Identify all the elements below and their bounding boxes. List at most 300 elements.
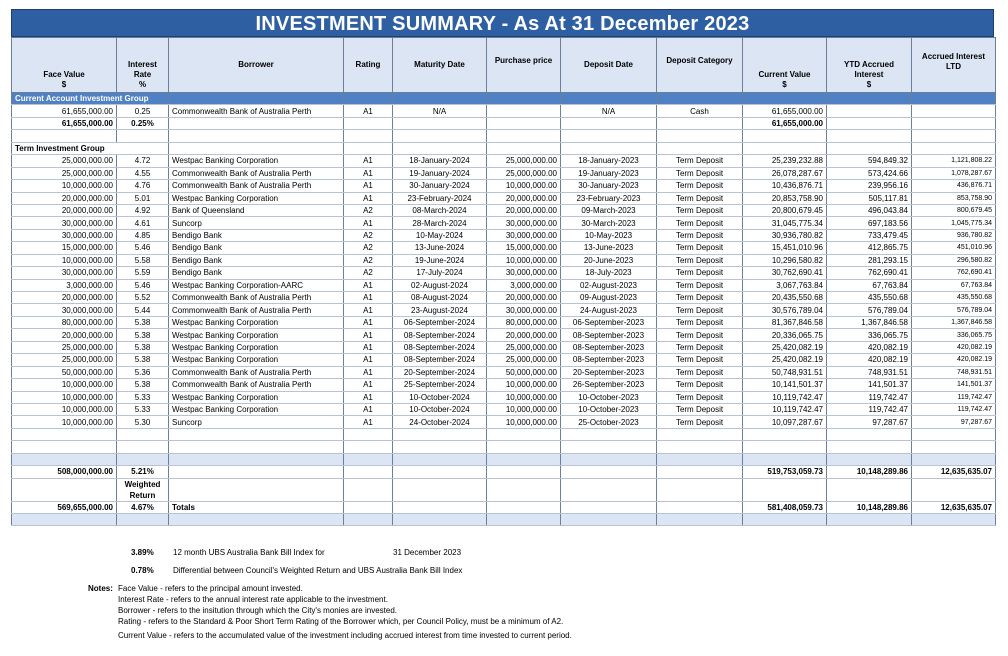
cell-rate: 5.38 [117, 354, 169, 366]
cell-face: 10,000,000.00 [12, 180, 117, 192]
term-investment-row [12, 354, 996, 366]
subtotal-rate: 0.25% [117, 117, 169, 129]
cell-maturity: 02-August-2024 [393, 279, 487, 291]
cell-ytd: 281,293.15 [827, 254, 912, 266]
cell-deposit: 20-June-2023 [561, 254, 657, 266]
term-investment-row [12, 192, 996, 204]
cell-face: 3,000,000.00 [12, 279, 117, 291]
cell-borrower: Westpac Banking Corporation-AARC [169, 279, 344, 291]
cell-rate: 5.01 [117, 192, 169, 204]
cell-ytd [827, 105, 912, 117]
cell-face: 30,000,000.00 [12, 229, 117, 241]
totals-face: 569,655,000.00 [12, 501, 117, 513]
term-subtotal-current: 519,753,059.73 [743, 466, 827, 478]
cell-face: 20,000,000.00 [12, 204, 117, 216]
cell-purchase: 10,000,000.00 [487, 403, 561, 415]
cell-ltd: 1,121,808.22 [912, 155, 996, 167]
cell-borrower: Commonwealth Bank of Australia Perth [169, 180, 344, 192]
cell-deposit: N/A [561, 105, 657, 117]
cell-borrower: Commonwealth Bank of Australia Perth [169, 366, 344, 378]
cell-purchase: 25,000,000.00 [487, 155, 561, 167]
cell-category: Term Deposit [657, 229, 743, 241]
term-investment-row [12, 316, 996, 328]
cell-maturity: 10-October-2024 [393, 391, 487, 403]
cell-maturity: 06-September-2024 [393, 316, 487, 328]
term-investment-row [12, 391, 996, 403]
cell-rate: 5.38 [117, 329, 169, 341]
cell-rate: 0.25 [117, 105, 169, 117]
cell-deposit: 20-September-2023 [561, 366, 657, 378]
cell-rate: 4.72 [117, 155, 169, 167]
cell-current: 30,936,780.82 [743, 229, 827, 241]
bill-index-value: 3.89% [131, 548, 154, 557]
cell-ltd: 67,763.84 [912, 279, 996, 291]
cell-face: 10,000,000.00 [12, 403, 117, 415]
cell-borrower: Westpac Banking Corporation [169, 155, 344, 167]
cell-ytd: 733,479.45 [827, 229, 912, 241]
cell-maturity: 10-October-2024 [393, 403, 487, 415]
cell-category: Term Deposit [657, 204, 743, 216]
cell-ytd: 505,117.81 [827, 192, 912, 204]
cell-face: 20,000,000.00 [12, 192, 117, 204]
subtotal-current: 61,655,000.00 [743, 117, 827, 129]
cell-purchase: 10,000,000.00 [487, 254, 561, 266]
cell-rating: A1 [344, 391, 393, 403]
spacer-row [12, 441, 996, 453]
cell-current: 20,800,679.45 [743, 204, 827, 216]
totals-rate: 4.67% [117, 501, 169, 513]
cell-purchase: 10,000,000.00 [487, 391, 561, 403]
cell-borrower: Westpac Banking Corporation [169, 192, 344, 204]
cell-category: Term Deposit [657, 267, 743, 279]
spacer-row [12, 130, 996, 142]
cell-rating: A1 [344, 316, 393, 328]
note-line: Interest Rate - refers to the annual interest rate applicable to the investment. [118, 595, 388, 604]
cell-ytd: 697,183.56 [827, 217, 912, 229]
cell-ltd: 748,931.51 [912, 366, 996, 378]
cell-ltd: 119,742.47 [912, 403, 996, 415]
cell-category: Term Deposit [657, 416, 743, 428]
cell-current: 10,119,742.47 [743, 391, 827, 403]
header-row [12, 38, 996, 93]
cell-borrower: Commonwealth Bank of Australia Perth [169, 167, 344, 179]
cell-face: 61,655,000.00 [12, 105, 117, 117]
cell-borrower: Westpac Banking Corporation [169, 341, 344, 353]
term-investment-row [12, 167, 996, 179]
cell-borrower: Bendigo Bank [169, 229, 344, 241]
cell-rating: A1 [344, 217, 393, 229]
cell-borrower: Suncorp [169, 217, 344, 229]
cell-purchase: 80,000,000.00 [487, 316, 561, 328]
cell-borrower: Bendigo Bank [169, 267, 344, 279]
cell-maturity: 18-January-2024 [393, 155, 487, 167]
cell-category: Term Deposit [657, 403, 743, 415]
cell-face: 20,000,000.00 [12, 329, 117, 341]
header-borrower: Borrower [169, 38, 344, 93]
cell-rating: A1 [344, 379, 393, 391]
cell-rate: 4.85 [117, 229, 169, 241]
cell-rate: 5.52 [117, 292, 169, 304]
note-line: Rating - refers to the Standard & Poor Short Term Rating of the Borrower which, per Council Policy, must be a minimum of A2. [118, 617, 564, 626]
cell-rate: 5.44 [117, 304, 169, 316]
cell-rate: 5.36 [117, 366, 169, 378]
cell-purchase: 25,000,000.00 [487, 167, 561, 179]
cell-current: 31,045,775.34 [743, 217, 827, 229]
spacer-row [12, 428, 996, 440]
cell-ytd: 336,065.75 [827, 329, 912, 341]
cell-rating: A1 [344, 329, 393, 341]
term-subtotal-ytd: 10,148,289.86 [827, 466, 912, 478]
cell-ytd: 119,742.47 [827, 391, 912, 403]
cell-category: Term Deposit [657, 354, 743, 366]
cell-purchase: 10,000,000.00 [487, 379, 561, 391]
cell-category: Term Deposit [657, 217, 743, 229]
cell-ytd: 67,763.84 [827, 279, 912, 291]
cell-rate: 5.38 [117, 379, 169, 391]
cell-deposit: 02-August-2023 [561, 279, 657, 291]
term-subtotal-rate: 5.21% [117, 466, 169, 478]
cell-rating: A1 [344, 192, 393, 204]
cell-current: 10,296,580.82 [743, 254, 827, 266]
cell-rating: A2 [344, 267, 393, 279]
cell-borrower: Commonwealth Bank of Australia Perth [169, 304, 344, 316]
cell-borrower: Commonwealth Bank of Australia Perth [169, 292, 344, 304]
cell-deposit: 30-March-2023 [561, 217, 657, 229]
term-investment-row [12, 267, 996, 279]
spacer-row [12, 453, 996, 465]
cell-deposit: 06-September-2023 [561, 316, 657, 328]
header-face-value: Face Value $ [12, 38, 117, 93]
cell-purchase: 30,000,000.00 [487, 217, 561, 229]
cell-rate: 5.58 [117, 254, 169, 266]
term-investment-row [12, 279, 996, 291]
cell-category: Term Deposit [657, 155, 743, 167]
current-account-row [12, 105, 996, 117]
cell-current: 20,435,550.68 [743, 292, 827, 304]
totals-ltd: 12,635,635.07 [912, 501, 996, 513]
cell-ltd: 141,501.37 [912, 379, 996, 391]
cell-current: 10,141,501.37 [743, 379, 827, 391]
difference-value: 0.78% [131, 566, 154, 575]
cell-ltd: 97,287.67 [912, 416, 996, 428]
current-account-group-row [12, 93, 996, 105]
cell-ytd: 748,931.51 [827, 366, 912, 378]
cell-current: 10,436,876.71 [743, 180, 827, 192]
cell-maturity: 13-June-2024 [393, 242, 487, 254]
totals-current: 581,408,059.73 [743, 501, 827, 513]
header-deposit-date: Deposit Date [561, 38, 657, 93]
cell-ltd: 853,758.90 [912, 192, 996, 204]
cell-current: 81,367,846.58 [743, 316, 827, 328]
term-investment-row [12, 217, 996, 229]
cell-rating: A1 [344, 292, 393, 304]
cell-deposit: 25-October-2023 [561, 416, 657, 428]
cell-deposit: 10-October-2023 [561, 391, 657, 403]
cell-maturity: N/A [393, 105, 487, 117]
cell-maturity: 08-September-2024 [393, 354, 487, 366]
cell-maturity: 08-March-2024 [393, 204, 487, 216]
cell-face: 10,000,000.00 [12, 416, 117, 428]
term-investment-row [12, 242, 996, 254]
cell-borrower: Westpac Banking Corporation [169, 403, 344, 415]
cell-ytd: 573,424.66 [827, 167, 912, 179]
cell-face: 80,000,000.00 [12, 316, 117, 328]
cell-purchase: 20,000,000.00 [487, 192, 561, 204]
cell-ytd: 420,082.19 [827, 341, 912, 353]
cell-borrower: Suncorp [169, 416, 344, 428]
cell-current: 25,239,232.88 [743, 155, 827, 167]
header-interest-rate: Interest Rate % [117, 38, 169, 93]
cell-deposit: 08-September-2023 [561, 341, 657, 353]
cell-ytd: 97,287.67 [827, 416, 912, 428]
cell-purchase: 20,000,000.00 [487, 329, 561, 341]
cell-face: 50,000,000.00 [12, 366, 117, 378]
cell-current: 10,097,287.67 [743, 416, 827, 428]
cell-purchase: 10,000,000.00 [487, 180, 561, 192]
notes-label: Notes: [88, 584, 113, 593]
term-investment-row [12, 204, 996, 216]
cell-ltd: 800,679.45 [912, 204, 996, 216]
cell-maturity: 20-September-2024 [393, 366, 487, 378]
cell-purchase: 30,000,000.00 [487, 229, 561, 241]
table-footer-strip [12, 514, 996, 526]
cell-current: 61,655,000.00 [743, 105, 827, 117]
cell-deposit: 19-January-2023 [561, 167, 657, 179]
cell-category: Term Deposit [657, 279, 743, 291]
term-subtotal-ltd: 12,635,635.07 [912, 466, 996, 478]
cell-deposit: 18-July-2023 [561, 267, 657, 279]
cell-category: Term Deposit [657, 329, 743, 341]
term-subtotal-row [12, 466, 996, 478]
cell-maturity: 17-July-2024 [393, 267, 487, 279]
cell-rating: A1 [344, 279, 393, 291]
cell-deposit: 08-September-2023 [561, 329, 657, 341]
cell-rating: A2 [344, 229, 393, 241]
cell-maturity: 28-March-2024 [393, 217, 487, 229]
cell-ltd: 435,550.68 [912, 292, 996, 304]
cell-ytd: 762,690.41 [827, 267, 912, 279]
cell-ltd: 119,742.47 [912, 391, 996, 403]
term-investment-row [12, 416, 996, 428]
cell-category: Term Deposit [657, 167, 743, 179]
cell-face: 10,000,000.00 [12, 254, 117, 266]
difference-text: Differential between Council's Weighted Return and UBS Australia Bank Bill Index [173, 566, 463, 575]
cell-ytd: 1,367,846.58 [827, 316, 912, 328]
cell-category: Term Deposit [657, 180, 743, 192]
cell-ltd: 420,082.19 [912, 354, 996, 366]
bill-index-text: 12 month UBS Australia Bank Bill Index for [173, 548, 325, 557]
header-rating: Rating [344, 38, 393, 93]
cell-ytd: 594,849.32 [827, 155, 912, 167]
term-investment-row [12, 379, 996, 391]
cell-face: 25,000,000.00 [12, 167, 117, 179]
cell-rating: A1 [344, 416, 393, 428]
cell-maturity: 08-September-2024 [393, 341, 487, 353]
cell-ltd: 336,065.75 [912, 329, 996, 341]
cell-rate: 5.46 [117, 279, 169, 291]
cell-ltd: 762,690.41 [912, 267, 996, 279]
term-investment-row [12, 229, 996, 241]
cell-borrower: Bendigo Bank [169, 242, 344, 254]
cell-face: 30,000,000.00 [12, 217, 117, 229]
cell-ltd: 451,010.96 [912, 242, 996, 254]
totals-ytd: 10,148,289.86 [827, 501, 912, 513]
cell-ltd: 936,780.82 [912, 229, 996, 241]
cell-purchase: 25,000,000.00 [487, 341, 561, 353]
term-investment-row [12, 329, 996, 341]
weighted-return-label: Weighted Return [117, 478, 169, 501]
cell-maturity: 08-September-2024 [393, 329, 487, 341]
cell-ltd: 296,580.82 [912, 254, 996, 266]
cell-rating: A1 [344, 180, 393, 192]
cell-ltd: 1,078,287.67 [912, 167, 996, 179]
totals-label: Totals [169, 501, 344, 513]
cell-current: 3,067,763.84 [743, 279, 827, 291]
cell-deposit: 10-May-2023 [561, 229, 657, 241]
header-deposit-category: Deposit Category [657, 38, 743, 93]
cell-rate: 5.33 [117, 391, 169, 403]
cell-rate: 5.30 [117, 416, 169, 428]
cell-ytd: 412,865.75 [827, 242, 912, 254]
cell-borrower: Westpac Banking Corporation [169, 316, 344, 328]
header-maturity-date: Maturity Date [393, 38, 487, 93]
header-purchase-price: Purchase price [487, 38, 561, 93]
header-current-value: Current Value $ [743, 38, 827, 93]
cell-current: 25,420,082.19 [743, 341, 827, 353]
cell-maturity: 19-June-2024 [393, 254, 487, 266]
cell-maturity: 08-August-2024 [393, 292, 487, 304]
cell-ytd: 420,082.19 [827, 354, 912, 366]
cell-maturity: 19-January-2024 [393, 167, 487, 179]
cell-rate: 5.38 [117, 316, 169, 328]
cell-ytd: 239,956.16 [827, 180, 912, 192]
term-investment-row [12, 292, 996, 304]
cell-current: 26,078,287.67 [743, 167, 827, 179]
cell-face: 20,000,000.00 [12, 292, 117, 304]
cell-borrower: Westpac Banking Corporation [169, 329, 344, 341]
cell-maturity: 24-October-2024 [393, 416, 487, 428]
cell-deposit: 09-March-2023 [561, 204, 657, 216]
cell-face: 15,000,000.00 [12, 242, 117, 254]
cell-category: Term Deposit [657, 254, 743, 266]
cell-category: Term Deposit [657, 341, 743, 353]
cell-category: Term Deposit [657, 366, 743, 378]
weighted-return-row [12, 478, 996, 501]
cell-category: Cash [657, 105, 743, 117]
cell-rating: A2 [344, 204, 393, 216]
report-title: INVESTMENT SUMMARY - As At 31 December 2023 [11, 9, 994, 37]
cell-ltd: 1,045,775.34 [912, 217, 996, 229]
investment-table [11, 37, 996, 526]
cell-rate: 4.55 [117, 167, 169, 179]
note-line: Face Value - refers to the principal amount invested. [118, 584, 303, 593]
cell-category: Term Deposit [657, 391, 743, 403]
cell-face: 10,000,000.00 [12, 379, 117, 391]
cell-category: Term Deposit [657, 242, 743, 254]
cell-current: 25,420,082.19 [743, 354, 827, 366]
cell-rate: 5.38 [117, 341, 169, 353]
cell-maturity: 25-September-2024 [393, 379, 487, 391]
cell-current: 50,748,931.51 [743, 366, 827, 378]
term-investment-row [12, 304, 996, 316]
cell-rating: A1 [344, 403, 393, 415]
term-investment-row [12, 366, 996, 378]
term-subtotal-face: 508,000,000.00 [12, 466, 117, 478]
term-investment-row [12, 403, 996, 415]
cell-category: Term Deposit [657, 379, 743, 391]
cell-deposit: 09-August-2023 [561, 292, 657, 304]
cell-ltd [912, 105, 996, 117]
cell-purchase: 50,000,000.00 [487, 366, 561, 378]
cell-maturity: 10-May-2024 [393, 229, 487, 241]
cell-face: 25,000,000.00 [12, 155, 117, 167]
cell-current: 20,336,065.75 [743, 329, 827, 341]
cell-maturity: 30-January-2024 [393, 180, 487, 192]
cell-current: 15,451,010.96 [743, 242, 827, 254]
cell-face: 30,000,000.00 [12, 267, 117, 279]
cell-current: 20,853,758.90 [743, 192, 827, 204]
cell-rate: 5.46 [117, 242, 169, 254]
cell-ytd: 576,789.04 [827, 304, 912, 316]
cell-face: 25,000,000.00 [12, 354, 117, 366]
note-line: Current Value - refers to the accumulated value of the investment including accrued interest from time invested to current period. [118, 631, 572, 640]
term-investment-row [12, 180, 996, 192]
cell-rating: A1 [344, 105, 393, 117]
cell-rating: A2 [344, 242, 393, 254]
cell-deposit: 10-October-2023 [561, 403, 657, 415]
cell-purchase: 3,000,000.00 [487, 279, 561, 291]
cell-category: Term Deposit [657, 304, 743, 316]
cell-ltd: 436,876.71 [912, 180, 996, 192]
cell-ytd: 141,501.37 [827, 379, 912, 391]
cell-deposit: 13-June-2023 [561, 242, 657, 254]
cell-ltd: 576,789.04 [912, 304, 996, 316]
term-investment-row [12, 341, 996, 353]
cell-deposit: 26-September-2023 [561, 379, 657, 391]
cell-current: 30,762,690.41 [743, 267, 827, 279]
cell-rating: A1 [344, 304, 393, 316]
cell-purchase: 30,000,000.00 [487, 304, 561, 316]
cell-maturity: 23-August-2024 [393, 304, 487, 316]
cell-deposit: 30-January-2023 [561, 180, 657, 192]
cell-borrower: Westpac Banking Corporation [169, 391, 344, 403]
cell-borrower: Bank of Queensland [169, 204, 344, 216]
term-investment-row [12, 254, 996, 266]
cell-ytd: 119,742.47 [827, 403, 912, 415]
term-group-label-row [12, 142, 996, 154]
cell-ltd: 420,082.19 [912, 341, 996, 353]
note-line: Borrower - refers to the insitution through which the City's monies are invested. [118, 606, 397, 615]
cell-category: Term Deposit [657, 192, 743, 204]
cell-rate: 5.59 [117, 267, 169, 279]
cell-rating: A1 [344, 354, 393, 366]
bill-index-date: 31 December 2023 [393, 548, 462, 557]
cell-category: Term Deposit [657, 292, 743, 304]
cell-purchase: 30,000,000.00 [487, 267, 561, 279]
cell-borrower: Bendigo Bank [169, 254, 344, 266]
cell-deposit: 18-January-2023 [561, 155, 657, 167]
cell-deposit: 24-August-2023 [561, 304, 657, 316]
cell-ytd: 435,550.68 [827, 292, 912, 304]
term-investment-row [12, 155, 996, 167]
current-account-subtotal-row [12, 117, 996, 129]
cell-rating: A1 [344, 155, 393, 167]
cell-rate: 4.61 [117, 217, 169, 229]
cell-borrower: Westpac Banking Corporation [169, 354, 344, 366]
header-ytd-accrued: YTD Accrued Interest $ [827, 38, 912, 93]
cell-current: 30,576,789.04 [743, 304, 827, 316]
cell-rating: A1 [344, 167, 393, 179]
